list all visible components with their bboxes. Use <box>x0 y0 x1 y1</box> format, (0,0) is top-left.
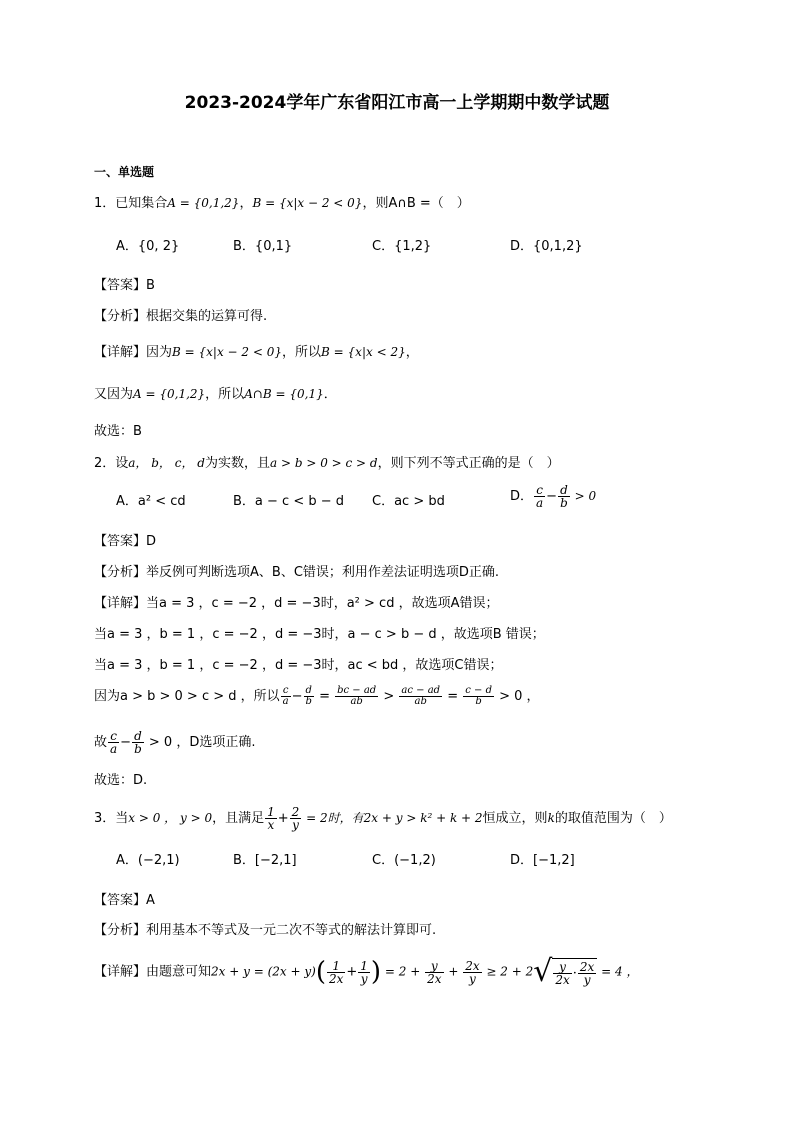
equals-sign: = <box>314 689 335 704</box>
q2-answer <box>94 532 156 552</box>
minus-sign: − <box>291 689 303 704</box>
plus-sign: + <box>277 811 289 826</box>
q1-detail-text: ． <box>323 387 337 402</box>
numerator: d <box>560 483 568 497</box>
detail-tag: 【详解】 <box>94 345 147 360</box>
q3-detail-line-1 <box>94 954 639 989</box>
numerator: 2 <box>291 805 300 819</box>
q2-detail-line-4 <box>94 686 540 707</box>
plus-sign: + <box>346 964 358 980</box>
q3-text: ，且满足 <box>212 811 265 826</box>
q3-detail-text: 由题意可知 <box>146 964 212 980</box>
q3-text: 的取值范围为（ ） <box>554 811 672 826</box>
fraction <box>265 806 277 831</box>
denominator: b <box>134 742 142 756</box>
q1-number: 1．已知集合 <box>94 196 168 211</box>
section-heading: 一、单选题 <box>94 165 155 179</box>
denominator: 2x <box>328 971 344 986</box>
denominator: y <box>583 973 591 987</box>
q1-comma: ， <box>239 196 253 211</box>
numerator: 1 <box>327 960 345 973</box>
numerator: bc − ad <box>337 685 377 696</box>
q2-option-d-label: D． <box>510 489 534 504</box>
numerator: d <box>305 685 312 696</box>
q2-detail-line-5 <box>94 730 255 755</box>
denominator: 2x <box>555 973 570 987</box>
q2-vars: a， b， c， d <box>128 456 205 470</box>
q3-text: 恒成立，则 <box>482 811 548 826</box>
q1-option-d: D．{0,1,2} <box>510 239 583 254</box>
q3-detail-math: = 2 + <box>381 964 425 979</box>
q1-detail-math: A∩B = {0,1} <box>244 387 324 401</box>
fraction <box>132 730 144 755</box>
q2-detail-text: 因为a > b > 0 > c > d ，所以 <box>94 689 280 704</box>
q1-choose: 故选：B <box>94 424 142 439</box>
detail-tag: 【详解】 <box>94 596 147 611</box>
q1-detail-math: A = {0,1,2} <box>133 387 206 401</box>
q2-answer-value: D <box>146 534 157 549</box>
q2-option-a: A．a² < cd <box>116 494 186 509</box>
fraction <box>290 806 302 831</box>
q1-detail-text: ，所以 <box>205 387 245 402</box>
q3-analysis-text: 利用基本不等式及一元二次不等式的解法计算即可. <box>146 923 437 938</box>
fraction <box>304 686 314 707</box>
q2-detail-line-1 <box>94 594 498 614</box>
numerator: 2x <box>579 960 595 974</box>
numerator: 1 <box>360 958 368 973</box>
q1-set-a: A = {0,1,2} <box>167 196 240 210</box>
q2-choose: 故选：D. <box>94 773 148 788</box>
q3-option-c: C．(−1,2) <box>372 853 436 868</box>
q2-condition: a > b > 0 > c > d <box>269 456 378 470</box>
answer-tag: 【答案】 <box>94 893 147 908</box>
denominator: a <box>110 742 118 756</box>
denominator: y <box>360 971 368 986</box>
q2-analysis <box>94 563 499 583</box>
q1-set-b: B = {x|x − 2 < 0} <box>252 196 363 210</box>
left-paren: ( <box>315 957 326 987</box>
denominator: ab <box>350 696 363 707</box>
q2-detail-line-3: 当a = 3 ，b = 1 ，c = −2 ，d = −3时，ac < bd ，故选项C错误； <box>94 658 503 673</box>
q1-answer <box>94 276 155 296</box>
answer-tag: 【答案】 <box>94 534 147 549</box>
q2-detail-text: > 0 ， <box>494 689 540 704</box>
q1-ask: ，则A∩B =（ ） <box>362 196 470 211</box>
fraction <box>358 960 370 985</box>
question-1 <box>94 193 470 214</box>
q1-option-b: B．{0,1} <box>233 239 293 254</box>
answer-tag: 【答案】 <box>94 278 147 293</box>
numerator: 1 <box>267 805 275 819</box>
q2-text: ，则下列不等式正确的是（ ） <box>377 456 560 471</box>
q2-option-d-tail: > 0 <box>570 489 597 503</box>
question-2 <box>94 453 560 474</box>
q3-detail-math: = 4 ， <box>597 964 639 979</box>
q3-analysis <box>94 921 436 941</box>
fraction <box>108 730 119 755</box>
q3-text: = 2时，有 <box>302 811 364 825</box>
fraction <box>463 686 494 707</box>
q1-detail-line-2 <box>94 384 337 405</box>
page-title: 2023-2024学年广东省阳江市高一上学期期中数学试题 <box>184 93 610 113</box>
q3-detail-math: + <box>444 964 463 979</box>
times-dot: · <box>572 966 577 981</box>
fraction <box>534 484 545 509</box>
denominator: b <box>560 496 568 510</box>
fraction <box>399 686 442 707</box>
q1-detail-text: ，所以 <box>282 345 322 360</box>
q1-answer-value: B <box>146 278 155 293</box>
fraction <box>558 484 570 509</box>
numerator: 2x <box>465 958 480 973</box>
denominator: y <box>469 971 476 986</box>
q2-detail-text: > 0 ，D选项正确. <box>144 735 256 750</box>
numerator: ac − ad <box>401 685 441 696</box>
denominator: ab <box>414 696 427 707</box>
q2-detail-line-2: 当a = 3 ，b = 1 ，c = −2 ，d = −3时，a − c > b − d ，故选项B 错误； <box>94 627 545 642</box>
q3-detail-math: ≥ 2 + 2 <box>482 964 534 979</box>
q2-option-d <box>510 484 596 509</box>
q3-number: 3．当 <box>94 811 129 826</box>
numerator: y <box>553 961 571 974</box>
q3-answer-value: A <box>146 893 155 908</box>
q3-inequality: 2x + y > k² + k + 2 <box>363 811 483 825</box>
fraction <box>327 960 345 985</box>
denominator: a <box>282 696 289 707</box>
q1-detail-text: ， <box>405 345 419 360</box>
q2-text: 为实数，且 <box>204 456 270 471</box>
q1-detail-math: B = {x|x < 2} <box>321 345 406 359</box>
denominator: b <box>475 696 482 707</box>
q3-answer <box>94 891 155 911</box>
fraction <box>463 960 481 985</box>
analysis-tag: 【分析】 <box>94 565 147 580</box>
q2-detail-text: 故 <box>94 735 108 750</box>
q3-condition: x > 0 ， y > 0 <box>128 811 213 825</box>
denominator: y <box>292 818 299 832</box>
fraction <box>578 961 596 986</box>
numerator: y <box>425 960 443 973</box>
fraction <box>553 961 571 986</box>
radical-sign: √ <box>533 954 553 989</box>
detail-tag: 【详解】 <box>94 964 147 980</box>
right-paren: ) <box>370 957 382 987</box>
fraction <box>335 686 378 707</box>
fraction <box>281 686 291 707</box>
numerator: c <box>281 686 291 697</box>
q2-detail-text: 当a = 3 ，c = −2 ，d = −3时，a² > cd ，故选项A错误； <box>146 596 499 611</box>
q2-option-b: B．a − c < b − d <box>233 494 345 509</box>
q3-option-d: D．[−1,2] <box>510 853 575 868</box>
q3-option-b: B．[−2,1] <box>233 853 297 868</box>
q1-detail-math: B = {x|x − 2 < 0} <box>172 345 283 359</box>
q3-detail-math: 2x + y = (2x + y) <box>211 964 316 979</box>
numerator: c − d <box>465 685 492 696</box>
numerator: d <box>134 729 142 743</box>
denominator: x <box>267 818 275 832</box>
q2-option-c: C．ac > bd <box>372 494 445 509</box>
numerator: c <box>108 730 119 743</box>
q1-detail-line-1 <box>94 342 419 363</box>
q2-number: 2．设 <box>94 456 129 471</box>
q1-analysis-text: 根据交集的运算可得. <box>146 309 268 324</box>
greater-sign: > <box>379 689 399 704</box>
denominator: a <box>536 496 544 510</box>
fraction <box>425 960 443 985</box>
radicand <box>552 958 597 986</box>
minus-sign: − <box>546 489 558 504</box>
q1-analysis <box>94 307 267 327</box>
q1-option-a: A．{0, 2} <box>116 239 180 254</box>
denominator: b <box>305 696 312 707</box>
q1-detail-text: 又因为 <box>94 387 134 402</box>
q1-option-c: C．{1,2} <box>372 239 432 254</box>
analysis-tag: 【分析】 <box>94 309 147 324</box>
q1-detail-text: 因为 <box>146 345 173 360</box>
q3-option-a: A．(−2,1) <box>116 853 180 868</box>
denominator: 2x <box>427 971 442 986</box>
question-3 <box>94 806 672 831</box>
minus-sign: − <box>120 735 132 750</box>
square-root <box>533 954 597 989</box>
equals-sign: = <box>443 689 463 704</box>
analysis-tag: 【分析】 <box>94 923 147 938</box>
q3-variable: k <box>547 811 555 825</box>
q2-analysis-text: 举反例可判断选项A、B、C错误；利用作差法证明选项D正确. <box>146 565 500 580</box>
numerator: c <box>534 484 545 497</box>
